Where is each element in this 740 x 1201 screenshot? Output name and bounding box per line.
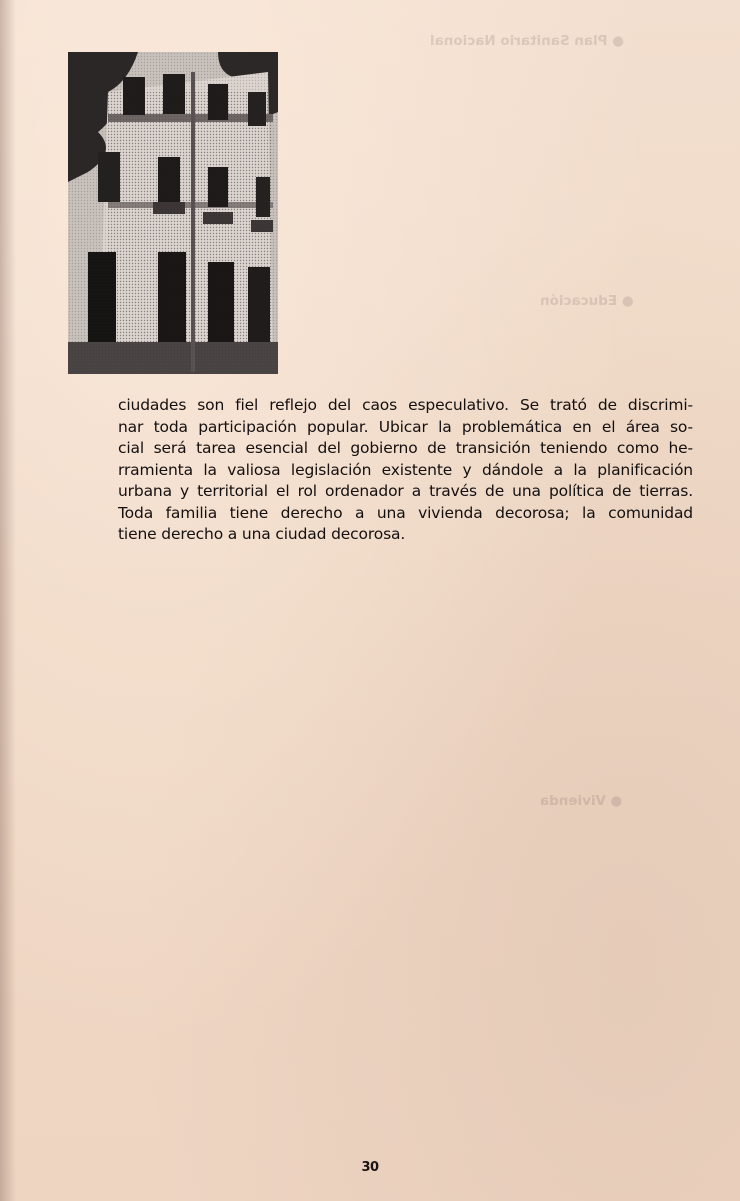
paragraph-line: Toda familia tiene derecho a una vivienda decorosa; la comunidad [118,503,693,522]
paragraph-line: urbana y territorial el rol ordenador a través de una política de tierras. [118,482,693,500]
page-shadow-edge [0,0,16,1201]
paragraph-line: tiene derecho a una ciudad decorosa. [118,525,406,543]
bleed-through-heading: ● Plan Sanitario Nacional [430,33,624,49]
bleed-through-heading: ● Educación [540,293,634,309]
paragraph-line: nar toda participación popular. Ubicar la problemática en el área so- [118,417,693,436]
building-facade-icon [68,52,278,374]
bleed-through-heading: ● Vivienda [540,793,623,809]
body-paragraph [118,395,693,546]
paragraph-line: rramienta la valiosa legislación existente y dándole a la planificación [118,460,693,479]
paragraph-line: ciudades son fiel reflejo del caos especulativo. Se trató de discrimi- [118,396,693,414]
building-photo [68,52,278,374]
paragraph-line: cial será tarea esencial del gobierno de transición teniendo como he- [118,439,693,457]
page-number: 30 [361,1160,379,1175]
